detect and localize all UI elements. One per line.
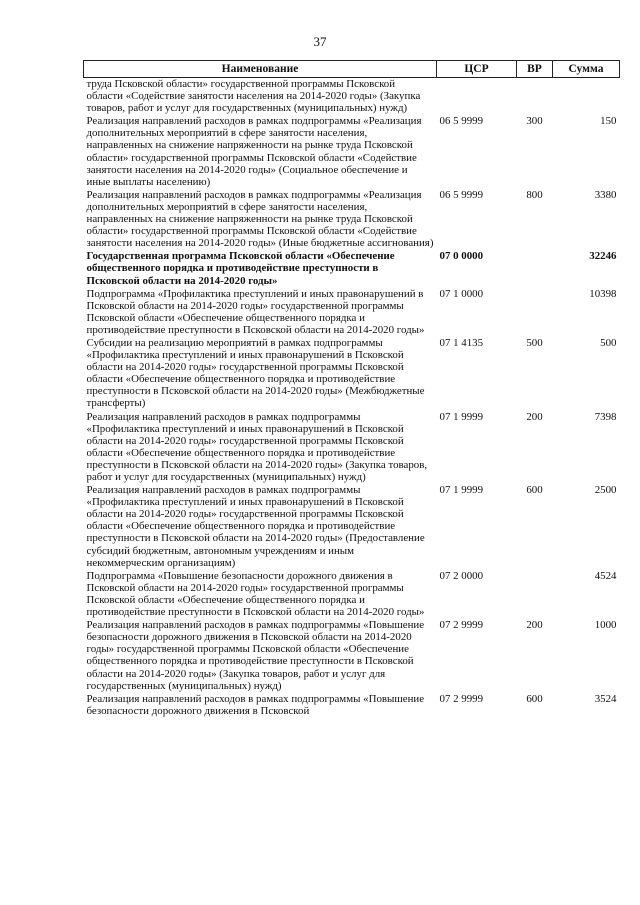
row-vr-code bbox=[517, 570, 553, 619]
row-vr-code: 600 bbox=[526, 692, 543, 705]
row-name: Подпрограмма «Профилактика преступлений и иных правонарушений в Псковской области на 2014-2020 годы» государственной программы Псковской области «Обеспечение общественного порядка и противодействие преступности в Псковской области на 2014-2020 годы» bbox=[86, 287, 425, 336]
table-row bbox=[84, 619, 620, 693]
row-csr-code: 07 1 4135 bbox=[439, 336, 484, 349]
row-sum: 3524 bbox=[594, 692, 617, 705]
header-vr: ВР bbox=[517, 61, 553, 78]
table-row bbox=[84, 78, 620, 116]
row-name: Реализация направлений расходов в рамках подпрограммы «Профилактика преступлений и иных правонарушений в Псковской области на 2014-2020 годы» государственной программы Псковской области «Обеспечение общественного порядка и противодействие преступности в Псковской области на 2014-2020 годы» (Закупка товаров, работ и услуг для государственных (муниципальных) нужд) bbox=[86, 410, 428, 483]
row-csr-code: 07 1 9999 bbox=[439, 410, 484, 423]
row-name: труда Псковской области» государственной программы Псковской области «Содействие занятости населения на 2014-2020 годы» (Закупка товаров, работ и услуг для государственных (муниципальных) нужд) bbox=[86, 78, 421, 115]
row-sum: 500 bbox=[600, 336, 617, 349]
row-name: Реализация направлений расходов в рамках подпрограммы «Повышение безопасности дорожного движения в Псковской области на 2014-2020 годы» государственной программы Псковской области «Обеспечение общественного порядка и противодействие преступности в Псковской области на 2014-2020 годы» (Закупка товаров, работ и услуг для государственных (муниципальных) нужд) bbox=[86, 619, 425, 692]
row-csr-code: 06 5 9999 bbox=[439, 115, 484, 128]
row-csr-code: 07 1 9999 bbox=[439, 484, 484, 497]
table-row bbox=[84, 484, 620, 570]
header-sum: Сумма bbox=[553, 61, 620, 78]
row-sum: 4524 bbox=[594, 569, 617, 582]
row-csr-code: 06 5 9999 bbox=[439, 188, 484, 201]
row-sum: 2500 bbox=[594, 484, 617, 497]
table-row bbox=[84, 693, 620, 718]
table-row bbox=[84, 288, 620, 337]
row-sum: 150 bbox=[600, 115, 617, 128]
row-name: Подпрограмма «Повышение безопасности дорожного движения в Псковской области на 2014-2020 годы» государственной программы Псковской области «Обеспечение общественного порядка и противодействие преступности в Псковской области на 2014-2020 годы» bbox=[86, 569, 425, 619]
row-sum: 32246 bbox=[589, 250, 617, 263]
row-sum: 7398 bbox=[594, 410, 617, 423]
row-sum: 1000 bbox=[594, 619, 617, 632]
row-csr-code: 07 2 9999 bbox=[439, 619, 484, 632]
row-vr-code: 300 bbox=[526, 115, 543, 128]
row-sum: 3380 bbox=[594, 188, 617, 201]
table-row bbox=[84, 570, 620, 619]
table-row bbox=[84, 250, 620, 287]
row-vr-code: 500 bbox=[526, 336, 543, 349]
row-vr-code bbox=[517, 288, 553, 337]
table-row bbox=[84, 189, 620, 250]
table-row bbox=[84, 411, 620, 485]
budget-table bbox=[83, 60, 620, 718]
row-name: Реализация направлений расходов в рамках подпрограммы «Реализация дополнительных мероприятий в сфере занятости населения, направленных на снижение напряженности на рынке труда Псковской области» государственной программы Псковской области «Содействие занятости населения на 2014-2020 годы» (Иные бюджетные ассигнования) bbox=[86, 188, 434, 250]
table-row bbox=[84, 337, 620, 411]
row-name: Реализация направлений расходов в рамках подпрограммы «Повышение безопасности дорожного движения в Псковской bbox=[86, 692, 425, 717]
header-csr: ЦСР bbox=[437, 61, 517, 78]
row-name: Реализация направлений расходов в рамках подпрограммы «Реализация дополнительных мероприятий в сфере занятости населения, направленных на снижение напряженности на рынке труда Псковской области» государственной программы Псковской области «Содействие занятости населения на 2014-2020 годы» (Социальное обеспечение и иные выплаты населению) bbox=[86, 115, 422, 188]
row-csr-code bbox=[437, 78, 517, 116]
table-header-row bbox=[84, 61, 620, 78]
row-vr-code bbox=[517, 250, 553, 287]
row-vr-code: 200 bbox=[526, 410, 543, 423]
row-vr-code: 200 bbox=[526, 619, 543, 632]
table-body bbox=[84, 78, 620, 718]
row-vr-code bbox=[517, 78, 553, 116]
row-csr-code: 07 0 0000 bbox=[439, 250, 484, 263]
row-vr-code: 600 bbox=[526, 484, 543, 497]
row-sum bbox=[553, 78, 620, 116]
row-name: Государственная программа Псковской области «Обеспечение общественного порядка и противодействие преступности в Псковской области на 2014-2020 годы» bbox=[86, 250, 395, 287]
row-name: Реализация направлений расходов в рамках подпрограммы «Профилактика преступлений и иных правонарушений в Псковской области на 2014-2020 годы» государственной программы Псковской области «Обеспечение общественного порядка и противодействие преступности в Псковской области на 2014-2020 годы» (Предоставление субсидий бюджетным, автономным учреждениям и иным некоммерческим организациям) bbox=[86, 484, 425, 569]
row-sum: 10398 bbox=[589, 287, 617, 300]
row-csr-code: 07 2 9999 bbox=[439, 692, 484, 705]
row-vr-code: 800 bbox=[526, 188, 543, 201]
row-csr-code: 07 2 0000 bbox=[439, 569, 484, 582]
row-name: Субсидии на реализацию мероприятий в рамках подпрограммы «Профилактика преступлений и иных правонарушений в Псковской области на 2014-2020 годы» государственной программы Псковской области «Обеспечение общественного порядка и противодействие преступности в Псковской области на 2014-2020 годы» (Межбюджетные трансферты) bbox=[86, 336, 425, 410]
page-number: 37 bbox=[313, 34, 327, 49]
header-name: Наименование bbox=[84, 61, 437, 78]
row-csr-code: 07 1 0000 bbox=[439, 287, 484, 300]
table-row bbox=[84, 115, 620, 189]
